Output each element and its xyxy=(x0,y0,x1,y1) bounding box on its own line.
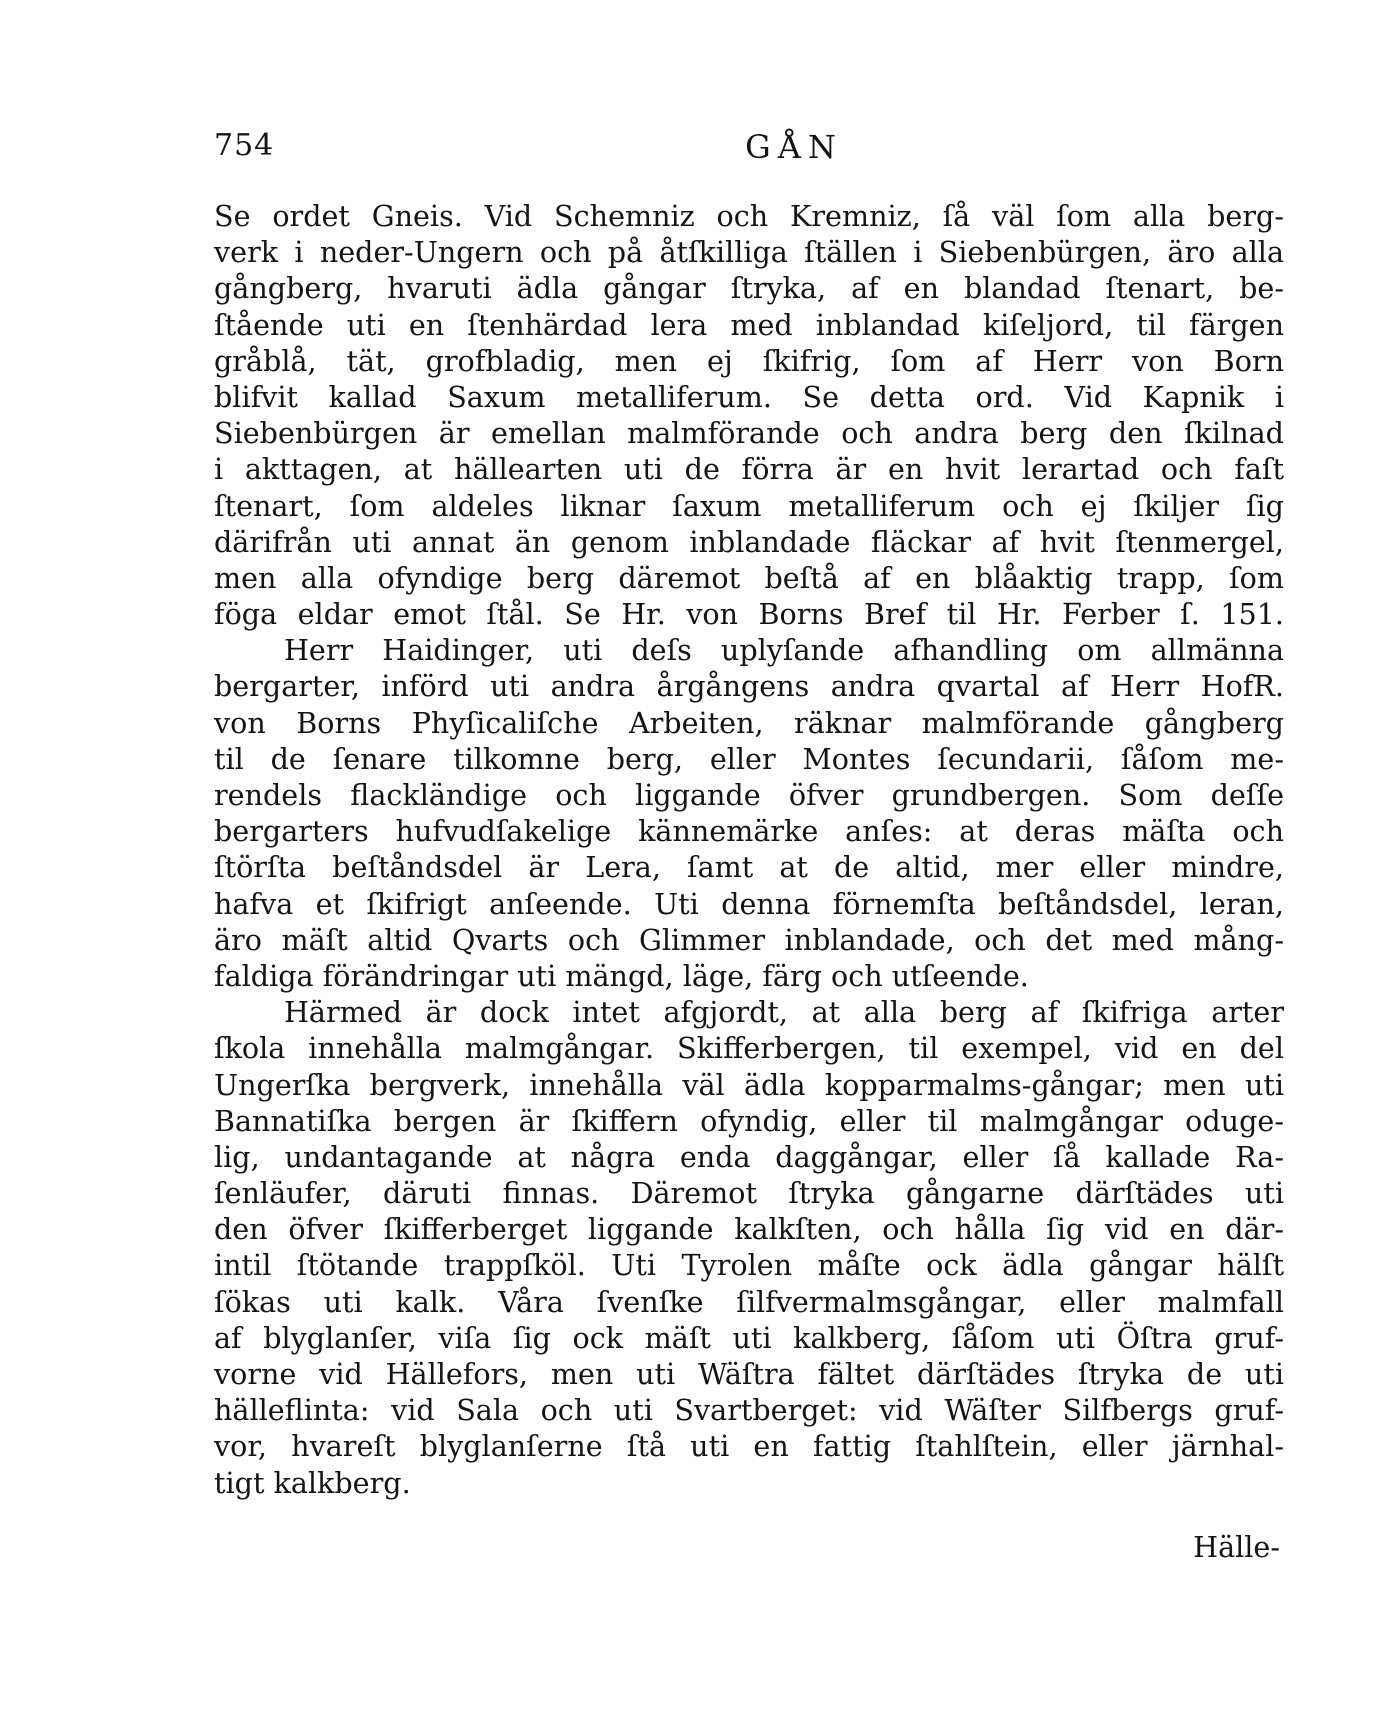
text-line: ſtörſta beſtåndsdel är Lera, ſamt at de altid, mer eller mindre, xyxy=(214,850,1284,885)
text-line: ſenläufer, däruti finnas. Däremot ſtryka gångarne därſtädes uti xyxy=(214,1176,1284,1211)
text-line: vor, hvareſt blyglanſerne ſtå uti en fattig ſtahlſtein, eller järnhal- xyxy=(214,1429,1284,1464)
text-line: blifvit kallad Saxum metalliferum. Se detta ord. Vid Kapnik i xyxy=(214,379,1284,414)
running-head: GÅN xyxy=(745,128,843,166)
text-line: den öfver ſkifferberget liggande kalkſten, och hålla ſig vid en där- xyxy=(214,1212,1284,1247)
text-line: Se ordet Gneis. Vid Schemniz och Kremniz, ſå väl ſom alla berg- xyxy=(214,199,1284,233)
text-line: rendels flackländige och liggande öfver grundbergen. Som deſſe xyxy=(214,778,1284,812)
paragraph-start-line: Härmed är dock intet afgjordt, at alla berg af ſkifriga arter xyxy=(284,995,1284,1030)
text-line: äro mäſt altid Qvarts och Glimmer inblandade, och det med mång- xyxy=(214,922,1284,957)
text-line: intil ſtötande trappſköl. Uti Tyrolen måſte ock ädla gångar hälſt xyxy=(214,1248,1284,1283)
text-line: til de ſenare tilkomne berg, eller Montes ſecundarii, ſåſom me- xyxy=(214,741,1284,776)
text-line: Siebenbürgen är emellan malmförande och andra berg den ſkilnad xyxy=(214,416,1284,451)
page-header xyxy=(214,128,1294,178)
text-line: ſtående uti en ſtenhärdad lera med inblandad kiſeljord, til färgen xyxy=(214,307,1284,342)
page-number: 754 xyxy=(214,128,275,163)
text-line: vorne vid Hällefors, men uti Wäſtra fältet därſtädes ſtryka de uti xyxy=(214,1357,1284,1391)
text-line: hafva et ſkifrigt anſeende. Uti denna förnemſta beſtåndsdel, leran, xyxy=(214,886,1284,921)
body-text xyxy=(214,198,1284,1501)
text-line: af blyglanſer, viſa ſig ock mäſt uti kalkberg, ſåſom uti Öſtra gruf- xyxy=(214,1320,1284,1355)
text-line: bergarters hufvudſakelige kännemärke anſes: at deras mäſta och xyxy=(214,814,1284,849)
text-line: föga eldar emot ſtål. Se Hr. von Borns Bref til Hr. Ferber ſ. 151. xyxy=(214,597,1284,632)
text-line: Bannatiſka bergen är ſkiffern ofyndig, eller til malmgångar oduge- xyxy=(214,1103,1284,1138)
text-line: lig, undantagande at några enda daggångar, eller ſå kallade Ra- xyxy=(214,1139,1284,1174)
text-line: bergarter, införd uti andra årgångens andra qvartal af Herr HofR. xyxy=(214,669,1284,704)
text-line: Ungerſka bergverk, innehålla väl ädla kopparmalms-gångar; men uti xyxy=(214,1067,1284,1102)
text-line: i akttagen, at hällearten uti de förra är en hvit lerartad och faſt xyxy=(214,452,1284,487)
last-text-line: tigt kalkberg. xyxy=(214,1465,411,1500)
text-line: gångberg, hvaruti ädla gångar ſtryka, af en blandad ſtenart, be- xyxy=(214,271,1284,306)
text-line: ſkola innehålla malmgångar. Skifferbergen, til exempel, vid en del xyxy=(214,1031,1284,1066)
catchword: Hälle- xyxy=(1193,1530,1280,1564)
text-line: därifrån uti annat än genom inblandade fläckar af hvit ſtenmergel, xyxy=(214,524,1284,559)
paragraph-end-line: faldiga förändringar uti mängd, läge, färg och utſeende. xyxy=(214,958,1029,993)
text-line: gråblå, tät, grofbladig, men ej ſkifrig, ſom af Herr von Born xyxy=(214,343,1284,378)
text-line: von Borns Phyſicaliſche Arbeiten, räknar malmförande gångberg xyxy=(214,705,1284,740)
text-line: ſtenart, ſom aldeles liknar ſaxum metalliferum och ej ſkiljer ſig xyxy=(214,488,1284,523)
text-line: verk i neder-Ungern och på åtſkilliga ſtällen i Siebenbürgen, äro alla xyxy=(214,235,1284,270)
paragraph-start-line: Herr Haidinger, uti deſs uplyſande afhandling om allmänna xyxy=(284,633,1284,668)
text-line: hälleflinta: vid Sala och uti Svartberget: vid Wäſter Silfbergs gruf- xyxy=(214,1393,1284,1428)
text-line: ſökas uti kalk. Våra ſvenſke ſilfvermalmsgångar, eller malmfall xyxy=(214,1284,1284,1319)
text-line: men alla ofyndige berg däremot beſtå af en blåaktig trapp, ſom xyxy=(214,560,1284,595)
